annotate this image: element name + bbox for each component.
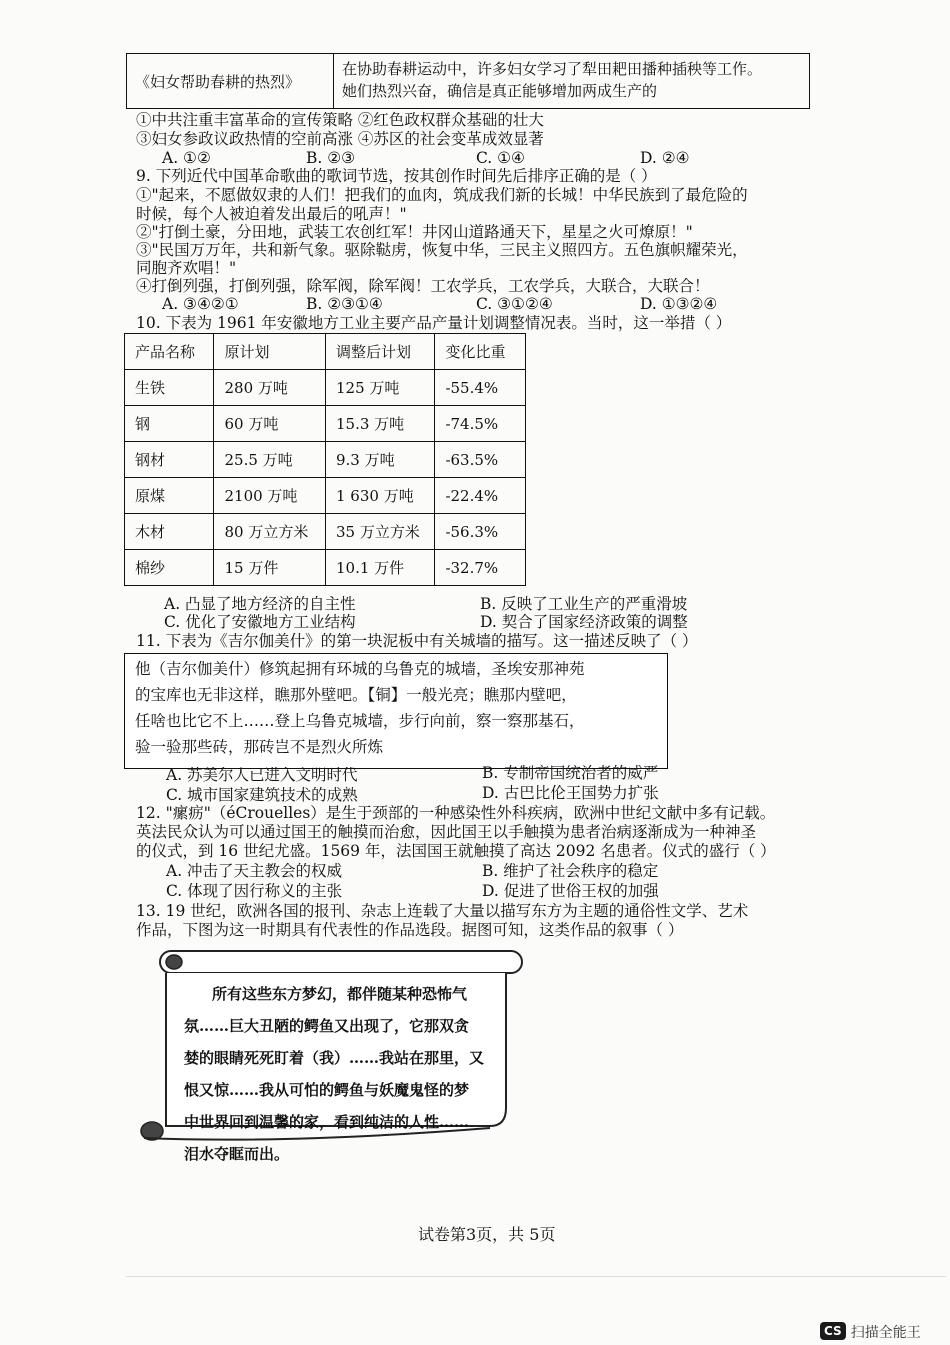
- q8-statement: ③妇女参政议政热情的空前高涨 ④苏区的社会变革成效显著: [136, 130, 544, 148]
- q9-lyric: ①"起来，不愿做奴隶的人们！把我们的血肉，筑成我们新的长城！中华民族到了最危险的: [136, 186, 748, 204]
- q9-option-b: B. ②③①④: [306, 295, 383, 313]
- table-header-row: [125, 334, 526, 370]
- q10-table: [124, 333, 526, 586]
- table-cell: 2100 万吨: [214, 478, 326, 514]
- table-cell: -55.4%: [435, 370, 526, 406]
- q12-option-d: D. 促进了世俗王权的加强: [482, 882, 659, 900]
- q11-quote-line: 他（吉尔伽美什）修筑起拥有环城的乌鲁克的城墙，圣埃安那神苑: [135, 660, 585, 678]
- table-cell: 25.5 万吨: [214, 442, 326, 478]
- q13-scroll-figure: [138, 948, 528, 1163]
- table-cell: -32.7%: [435, 550, 526, 586]
- q8-option-b: B. ②③: [306, 149, 356, 167]
- table-cell: 125 万吨: [326, 370, 435, 406]
- q11-option-c: C. 城市国家建筑技术的成熟: [166, 786, 358, 804]
- q12-line: 的仪式，到 16 世纪尤盛。1569 年，法国国王就触摸了高达 2092 名患者。仪式的盛行（ ）: [136, 842, 776, 860]
- scroll-line: 所有这些东方梦幻，都伴随某种恐怖气: [212, 985, 468, 1003]
- table-cell: 钢材: [125, 442, 214, 478]
- q11-option-a: A. 苏美尔人已进入文明时代: [166, 766, 358, 784]
- q8-material-table: [126, 53, 810, 109]
- q8-material-line: 在协助春耕运动中，许多妇女学习了犁田耙田播种插秧等工作。: [342, 60, 763, 78]
- q9-option-c: C. ③①②④: [476, 295, 553, 313]
- page-number: 试卷第3页，共 5页: [418, 1225, 556, 1244]
- table-cell: 钢: [125, 406, 214, 442]
- table-cell: -22.4%: [435, 478, 526, 514]
- q11-option-b: B. 专制帝国统治者的威严: [482, 764, 659, 782]
- q12-line: 英法民众认为可以通过国王的触摸而治愈，因此国王以手触摸为患者治病逐渐成为一种神圣: [136, 823, 757, 841]
- q13-line: 作品，下图为这一时期具有代表性的作品选段。据图可知，这类作品的叙事（ ）: [136, 921, 684, 939]
- page-divider: [126, 1276, 946, 1277]
- table-header-cell: 变化比重: [435, 334, 526, 370]
- table-cell: -56.3%: [435, 514, 526, 550]
- q9-stem: 9. 下列近代中国革命歌曲的歌词节选，按其创作时间先后排序正确的是（ ）: [136, 167, 657, 185]
- q8-material-title: 《妇女帮助春耕的热烈》: [127, 54, 334, 109]
- scanner-logo-icon: CS: [820, 1322, 846, 1340]
- table-cell: 10.1 万件: [326, 550, 435, 586]
- table-header-cell: 原计划: [214, 334, 326, 370]
- q11-quote-line: 任啥也比它不上……登上乌鲁克城墙，步行向前，察一察那基石，: [135, 712, 585, 730]
- table-cell: 原煤: [125, 478, 214, 514]
- table-cell: 60 万吨: [214, 406, 326, 442]
- table-cell: 80 万立方米: [214, 514, 326, 550]
- scanner-label: 扫描全能王: [850, 1325, 921, 1341]
- table-cell: 木材: [125, 514, 214, 550]
- q12-line: 12. "瘰疬"（éCrouelles）是生于颈部的一种感染性外科疾病，欧洲中世纪文献中多有记载。: [136, 804, 776, 822]
- table-header-cell: 调整后计划: [326, 334, 435, 370]
- table-row: [125, 514, 526, 550]
- table-cell: 280 万吨: [214, 370, 326, 406]
- scroll-line: 泪水夺眶而出。: [184, 1145, 290, 1163]
- table-row: [125, 478, 526, 514]
- table-cell: 生铁: [125, 370, 214, 406]
- table-row: [125, 442, 526, 478]
- q9-lyric: ②"打倒土豪，分田地，武装工农创红军！井冈山道路通天下，星星之火可燎原！": [136, 223, 693, 241]
- table-cell: 15 万件: [214, 550, 326, 586]
- q9-lyric: 时候，每个人被迫着发出最后的吼声！": [136, 205, 407, 223]
- table-cell: -63.5%: [435, 442, 526, 478]
- q12-option-a: A. 冲击了天主教会的权威: [166, 862, 343, 880]
- q11-option-d: D. 古巴比伦王国势力扩张: [482, 784, 659, 802]
- q11-quote-line: 验一验那些砖，那砖岂不是烈火所炼: [135, 738, 384, 756]
- table-cell: 棉纱: [125, 550, 214, 586]
- scroll-line: 恨又惊……我从可怕的鳄鱼与妖魔鬼怪的梦: [184, 1081, 470, 1099]
- table-cell: -74.5%: [435, 406, 526, 442]
- q11-quote-box: [124, 653, 668, 769]
- q12-option-b: B. 维护了社会秩序的稳定: [482, 862, 659, 880]
- q8-material-content: [334, 54, 810, 109]
- q11-quote-line: 的宝库也无非这样，瞧那外壁吧。【铜】一般光亮；瞧那内壁吧，: [135, 686, 577, 704]
- q9-lyric: ④打倒列强，打倒列强，除军阀，除军阀！工农学兵，工农学兵，大联合，大联合！: [136, 277, 710, 295]
- scroll-line: 中世界回到温馨的家，看到纯洁的人性……: [184, 1113, 470, 1131]
- q10-option-b: B. 反映了工业生产的严重滑坡: [480, 595, 688, 613]
- table-cell: 15.3 万吨: [326, 406, 435, 442]
- q13-scroll-text: [184, 978, 504, 1170]
- q8-option-c: C. ①④: [476, 149, 525, 167]
- q10-option-a: A. 凸显了地方经济的自主性: [164, 595, 356, 613]
- q13-line: 13. 19 世纪，欧洲各国的报刊、杂志上连载了大量以描写东方为主题的通俗性文学、艺术: [136, 902, 749, 920]
- q8-statement: ①中共注重丰富革命的宣传策略 ②红色政权群众基础的壮大: [136, 111, 544, 129]
- table-row: [125, 550, 526, 586]
- q9-lyric: ③"民国万万年，共和新气象。驱除鞑虏，恢复中华，三民主义照四方。五色旗帜耀荣光，: [136, 241, 748, 259]
- table-row: [125, 370, 526, 406]
- q9-option-d: D. ①③②④: [640, 295, 718, 313]
- q10-stem: 10. 下表为 1961 年安徽地方工业主要产品产量计划调整情况表。当时，这一举措（ ）: [136, 314, 732, 332]
- scroll-line: 婪的眼睛死死盯着（我）……我站在那里，又: [184, 1049, 485, 1067]
- table-row: [125, 406, 526, 442]
- table-cell: 35 万立方米: [326, 514, 435, 550]
- q8-option-d: D. ②④: [640, 149, 690, 167]
- q10-option-d: D. 契合了国家经济政策的调整: [480, 613, 688, 631]
- scroll-line: 氛……巨大丑陋的鳄鱼又出现了，它那双贪: [184, 1017, 470, 1035]
- q8-option-a: A. ①②: [162, 149, 211, 167]
- q12-option-c: C. 体现了因行称义的主张: [166, 882, 343, 900]
- q9-lyric: 同胞齐欢唱！": [136, 259, 237, 277]
- q8-material-line: 她们热烈兴奋，确信是真正能够增加两成生产的: [342, 82, 658, 100]
- table-cell: 9.3 万吨: [326, 442, 435, 478]
- scanner-watermark: [820, 1322, 921, 1345]
- table-header-cell: 产品名称: [125, 334, 214, 370]
- q10-option-c: C. 优化了安徽地方工业结构: [164, 613, 356, 631]
- q9-option-a: A. ③④②①: [162, 295, 239, 313]
- table-cell: 1 630 万吨: [326, 478, 435, 514]
- q11-stem: 11. 下表为《吉尔伽美什》的第一块泥板中有关城墙的描写。这一描述反映了（ ）: [136, 632, 698, 650]
